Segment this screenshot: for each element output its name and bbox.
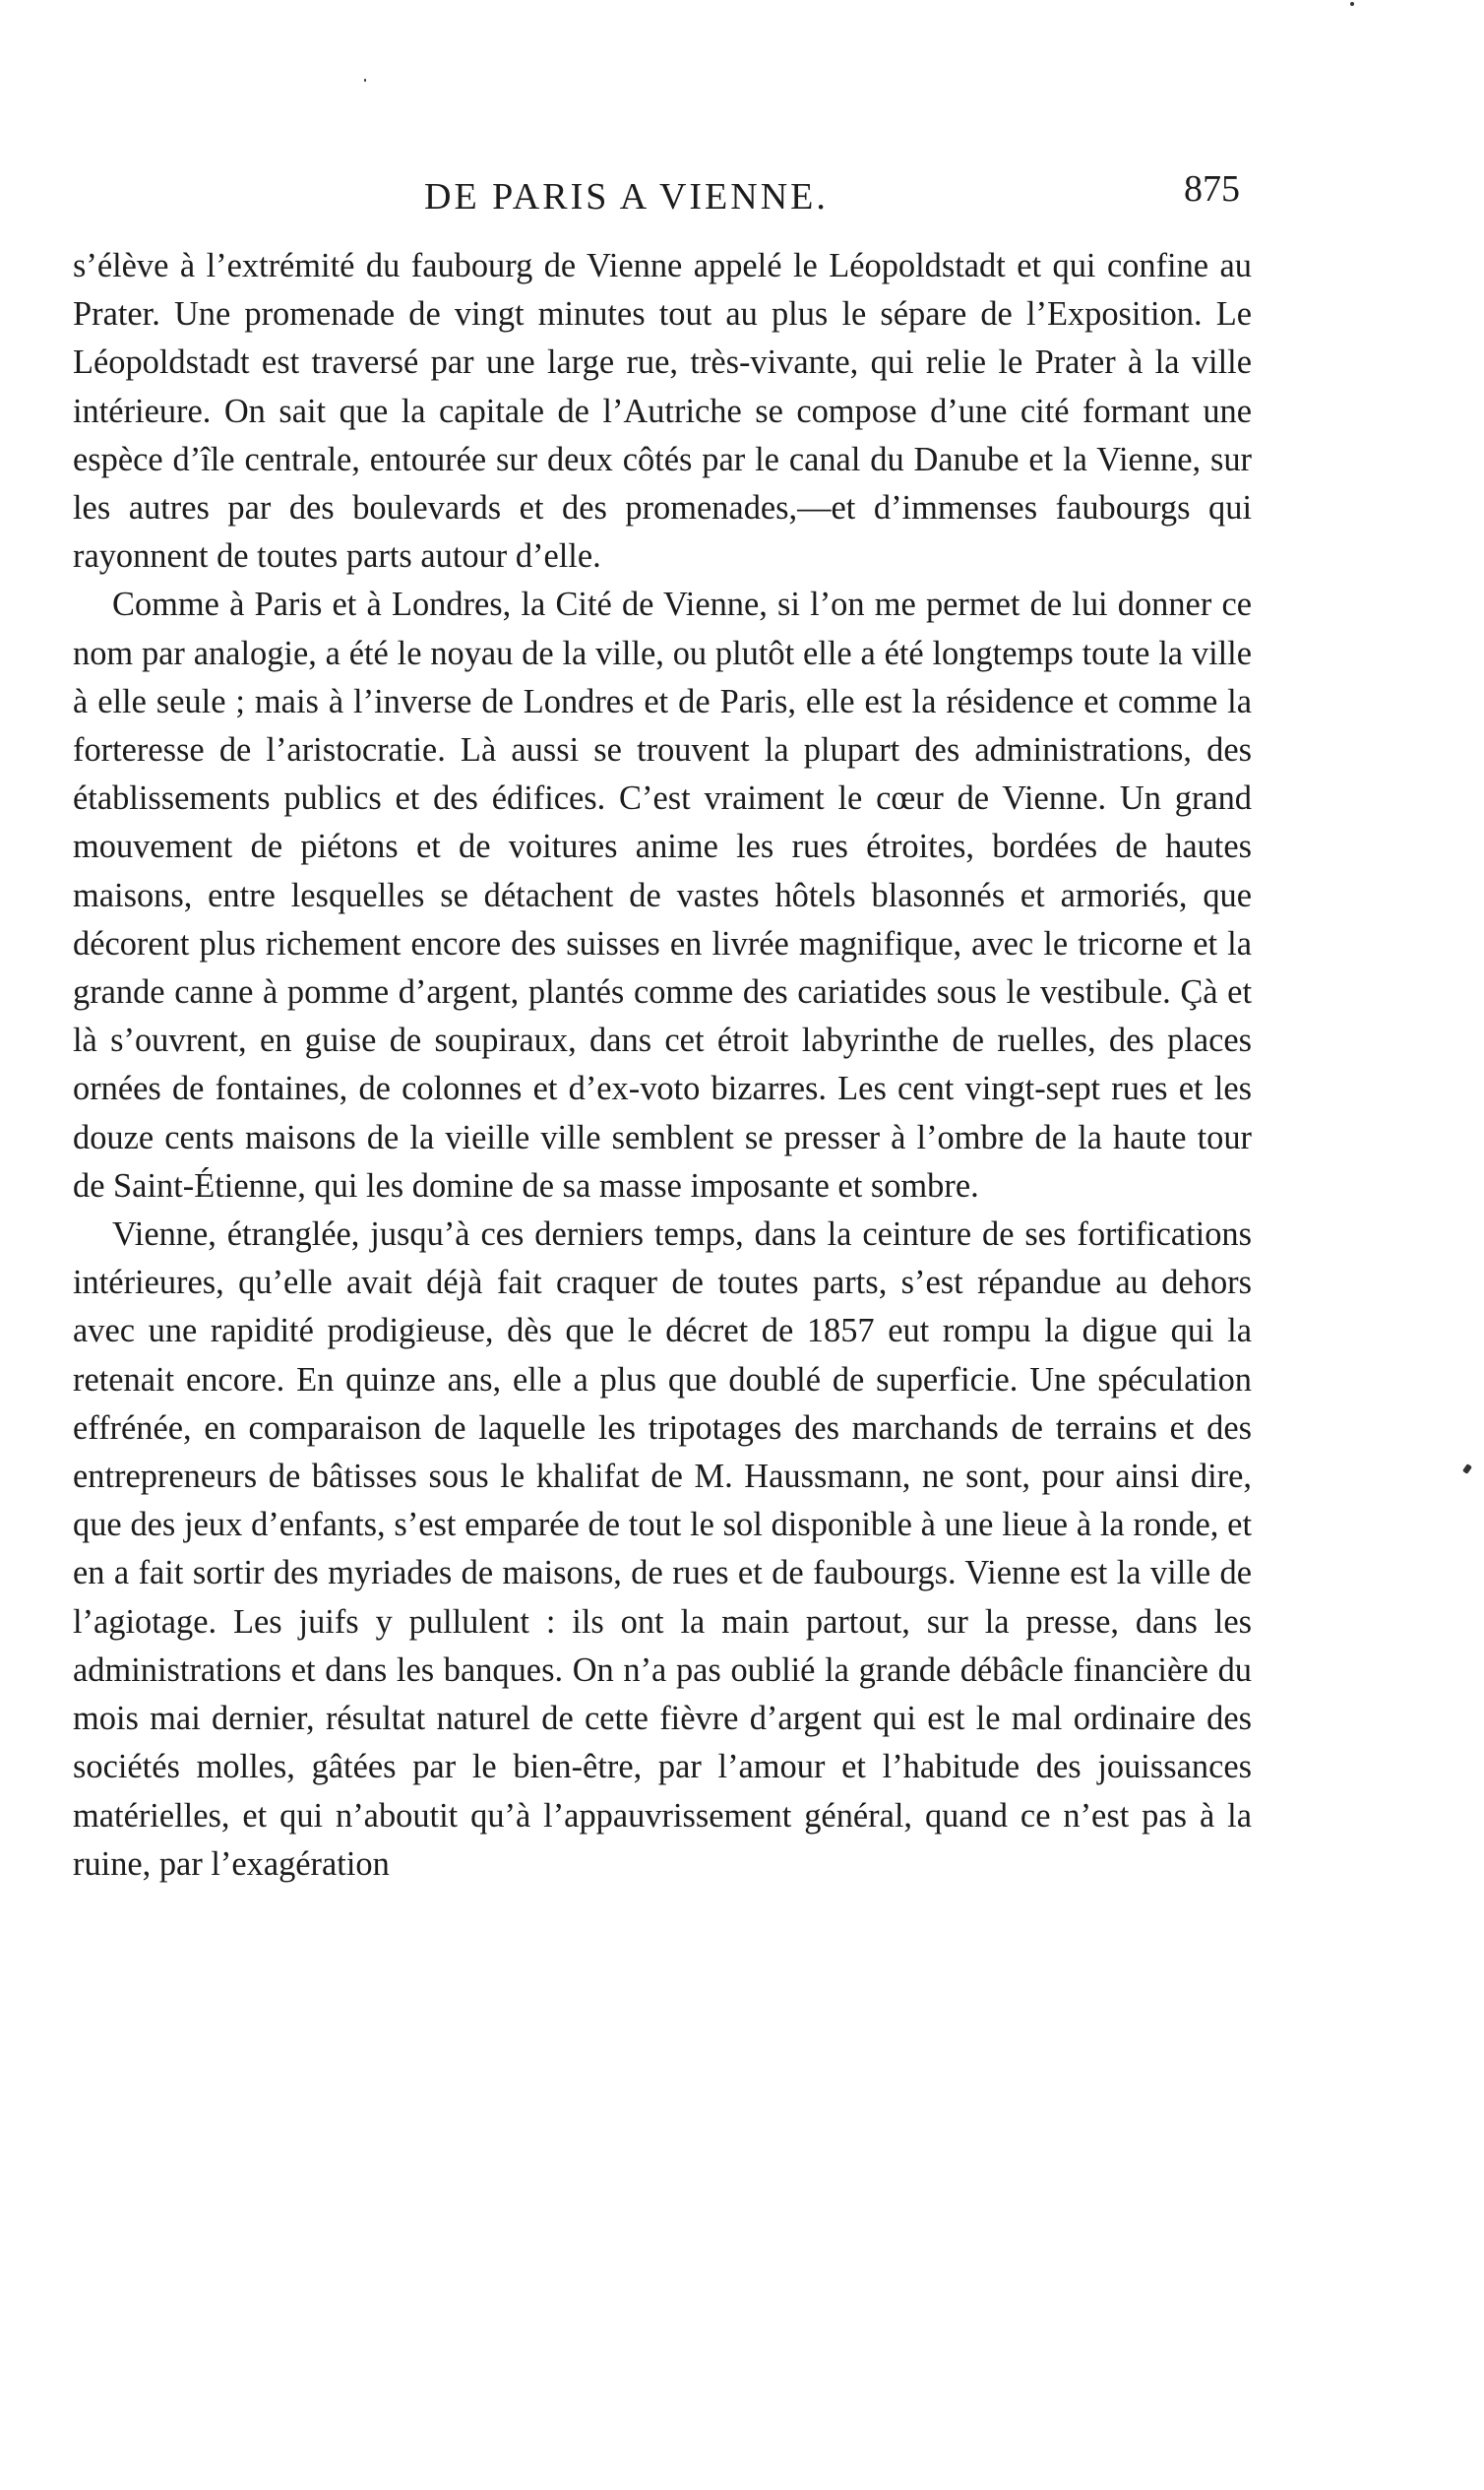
running-head <box>73 167 1244 226</box>
print-speck <box>364 79 366 82</box>
body-text <box>73 242 1252 1889</box>
running-title: DE PARIS A VIENNE. <box>424 176 829 218</box>
paragraph-continuation: s’élève à l’extrémité du faubourg de Vienne appelé le Léopoldstadt et qui confine au Prater. Une promenade de vingt minutes tout au plus le sépare de l’Exposition. Le Léopoldstadt est traversé par une large rue, très-vivante, qui relie le Prater à la ville intérieure. On sait que la capitale de l’Autriche se compose d’une cité formant une espèce d’île centrale, entourée sur deux côtés par le canal du Danube et la Vienne, sur les autres par des boulevards et des promenades,—et d’immenses faubourgs qui rayonnent de toutes parts autour d’elle. <box>73 247 1252 576</box>
page-number: 875 <box>1184 168 1240 210</box>
paragraph-cite-de-vienne: Comme à Paris et à Londres, la Cité de Vienne, si l’on me permet de lui donner ce nom par analogie, a été le noyau de la ville, ou plutôt elle a été longtemps toute la ville à elle seule ; mais à l’inverse de Londres et de Paris, elle est la résidence et comme la forteresse de l’aristocratie. Là aussi se trouvent la plupart des administrations, des établissements publics et des édifices. C’est vraiment le cœur de Vienne. Un grand mouvement de piétons et de voitures anime les rues étroites, bordées de hautes maisons, entre lesquelles se détachent de vastes hôtels blasonnés et armoriés, que décorent plus richement encore des suisses en livrée magnifique, avec le tricorne et la grande canne à pomme d’argent, plantés comme des cariatides sous le vestibule. Çà et là s’ouvrent, en guise de soupiraux, dans cet étroit labyrinthe de ruelles, des places ornées de fontaines, de colonnes et d’ex-voto bizarres. Les cent vingt-sept rues et les douze cents maisons de la vieille ville semblent se presser à l’ombre de la haute tour de Saint-Étienne, qui les domine de sa masse imposante et sombre. <box>73 586 1252 1205</box>
print-speck <box>1350 2 1354 6</box>
print-speck <box>1462 1463 1472 1474</box>
paragraph-vienne-etranglee: Vienne, étranglée, jusqu’à ces derniers temps, dans la ceinture de ses fortifications intérieures, qu’elle avait déjà fait craquer de toutes parts, s’est répandue au dehors avec une rapidité prodigieuse, dès que le décret de 1857 eut rompu la digue qui la retenait encore. En quinze ans, elle a plus que doublé de superficie. Une spéculation effrénée, en comparaison de laquelle les tripotages des marchands de terrains et des entrepreneurs de bâtisses sous le khalifat de M. Haussmann, ne sont, pour ainsi dire, que des jeux d’enfants, s’est emparée de tout le sol disponible à une lieue à la ronde, et en a fait sortir des myriades de maisons, de rues et de faubourgs. Vienne est la ville de l’agiotage. Les juifs y pullulent : ils ont la main partout, sur la presse, dans les administrations et dans les banques. On n’a pas oublié la grande débâcle financière du mois mai dernier, résultat naturel de cette fièvre d’argent qui est le mal ordinaire des sociétés molles, gâtées par le bien-être, par l’amour et l’habitude des jouissances matérielles, et qui n’aboutit qu’à l’appauvrissement général, quand ce n’est pas à la ruine, par l’exagération <box>73 1215 1252 1883</box>
